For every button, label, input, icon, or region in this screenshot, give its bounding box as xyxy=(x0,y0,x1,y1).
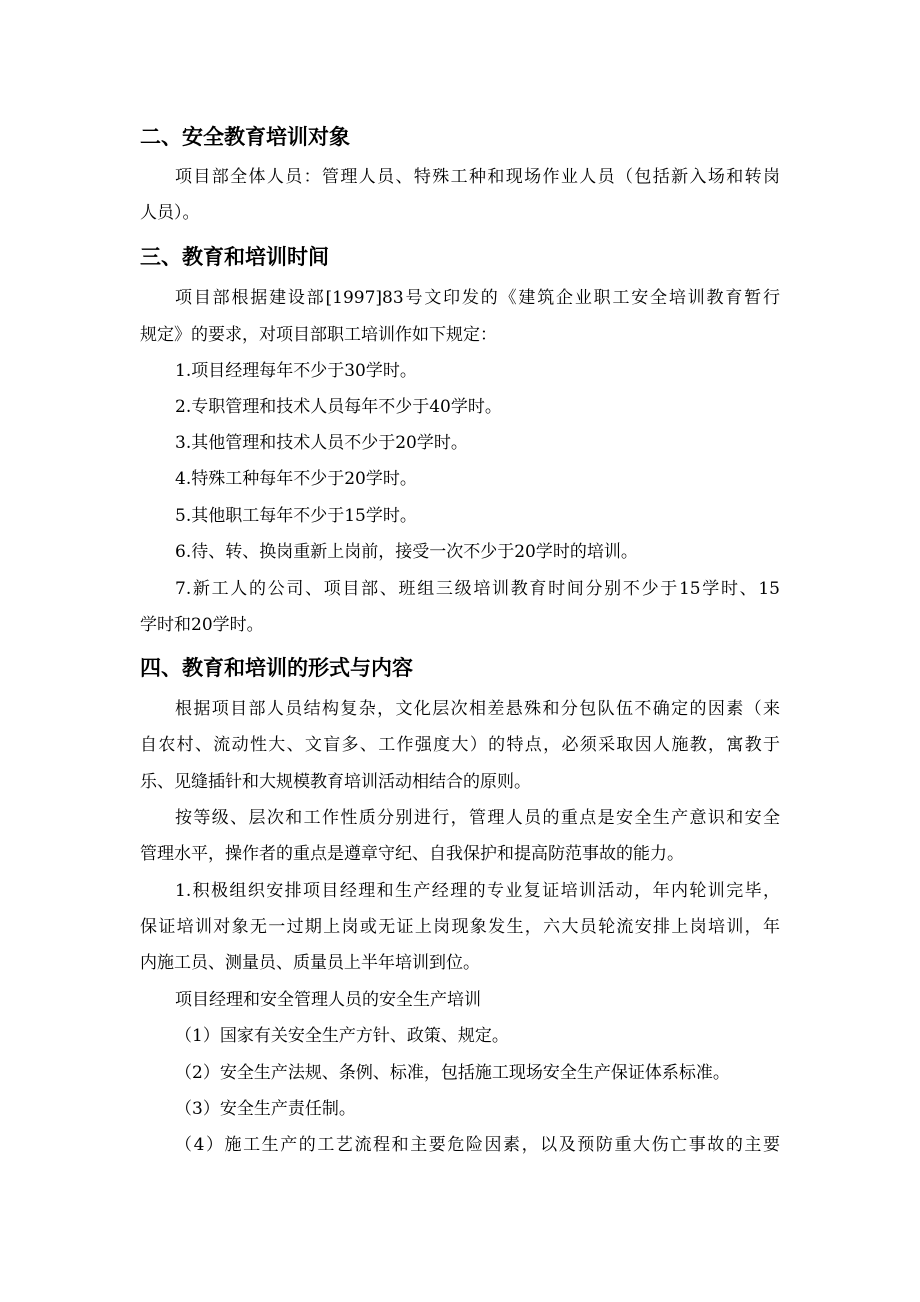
paragraph-line: 1.积极组织安排项目经理和生产经理的专业复证培训活动，年内轮训完毕， xyxy=(175,881,780,901)
section-heading: 二、安全教育培训对象 xyxy=(140,125,350,149)
paragraph-line: 项目部全体人员：管理人员、特殊工种和现场作业人员（包括新入场和转岗 xyxy=(175,167,780,187)
paragraph-line: 乐、见缝插针和大规模教育培训活动相结合的原则。 xyxy=(140,772,531,792)
list-item: 4.特殊工种每年不少于20学时。 xyxy=(175,469,417,489)
paragraph-line: 根据项目部人员结构复杂，文化层次相差悬殊和分包队伍不确定的因素（来 xyxy=(175,699,780,719)
list-item: 1.项目经理每年不少于30学时。 xyxy=(175,361,417,381)
paragraph-line: 规定》的要求，对项目部职工培训作如下规定： xyxy=(140,325,497,345)
paragraph-line: 内施工员、测量员、质量员上半年培训到位。 xyxy=(140,953,480,973)
paragraph-line: 学时和20学时。 xyxy=(140,615,264,635)
section-heading: 三、教育和培训时间 xyxy=(140,245,329,269)
list-item: （2）安全生产法规、条例、标准，包括施工现场安全生产保证体系标准。 xyxy=(175,1063,730,1083)
list-item: 3.其他管理和技术人员不少于20学时。 xyxy=(175,433,468,453)
list-item: 2.专职管理和技术人员每年不少于40学时。 xyxy=(175,397,502,417)
paragraph-line: 自农村、流动性大、文盲多、工作强度大）的特点，必须采取因人施教，寓教于 xyxy=(140,735,780,755)
list-item: 7.新工人的公司、项目部、班组三级培训教育时间分别不少于15学时、15 xyxy=(175,579,780,599)
list-item: 6.待、转、换岗重新上岗前，接受一次不少于20学时的培训。 xyxy=(175,542,638,562)
list-item: 5.其他职工每年不少于15学时。 xyxy=(175,506,417,526)
paragraph-line: 按等级、层次和工作性质分别进行，管理人员的重点是安全生产意识和安全 xyxy=(175,808,780,828)
list-item: （3）安全生产责任制。 xyxy=(175,1099,356,1119)
list-item: （4）施工生产的工艺流程和主要危险因素，以及预防重大伤亡事故的主要 xyxy=(175,1135,780,1155)
paragraph-line: 人员）。 xyxy=(140,203,200,223)
paragraph-line: 项目部根据建设部[1997]83号文印发的《建筑企业职工安全培训教育暂行 xyxy=(175,288,780,308)
section-heading: 四、教育和培训的形式与内容 xyxy=(140,656,413,680)
paragraph-line: 管理水平，操作者的重点是遵章守纪、自我保护和提高防范事故的能力。 xyxy=(140,844,684,864)
list-item: （1）国家有关安全生产方针、政策、规定。 xyxy=(175,1026,509,1046)
paragraph-line: 保证培训对象无一过期上岗或无证上岗现象发生，六大员轮流安排上岗培训，年 xyxy=(140,917,780,937)
paragraph-line: 项目经理和安全管理人员的安全生产培训 xyxy=(175,990,481,1010)
